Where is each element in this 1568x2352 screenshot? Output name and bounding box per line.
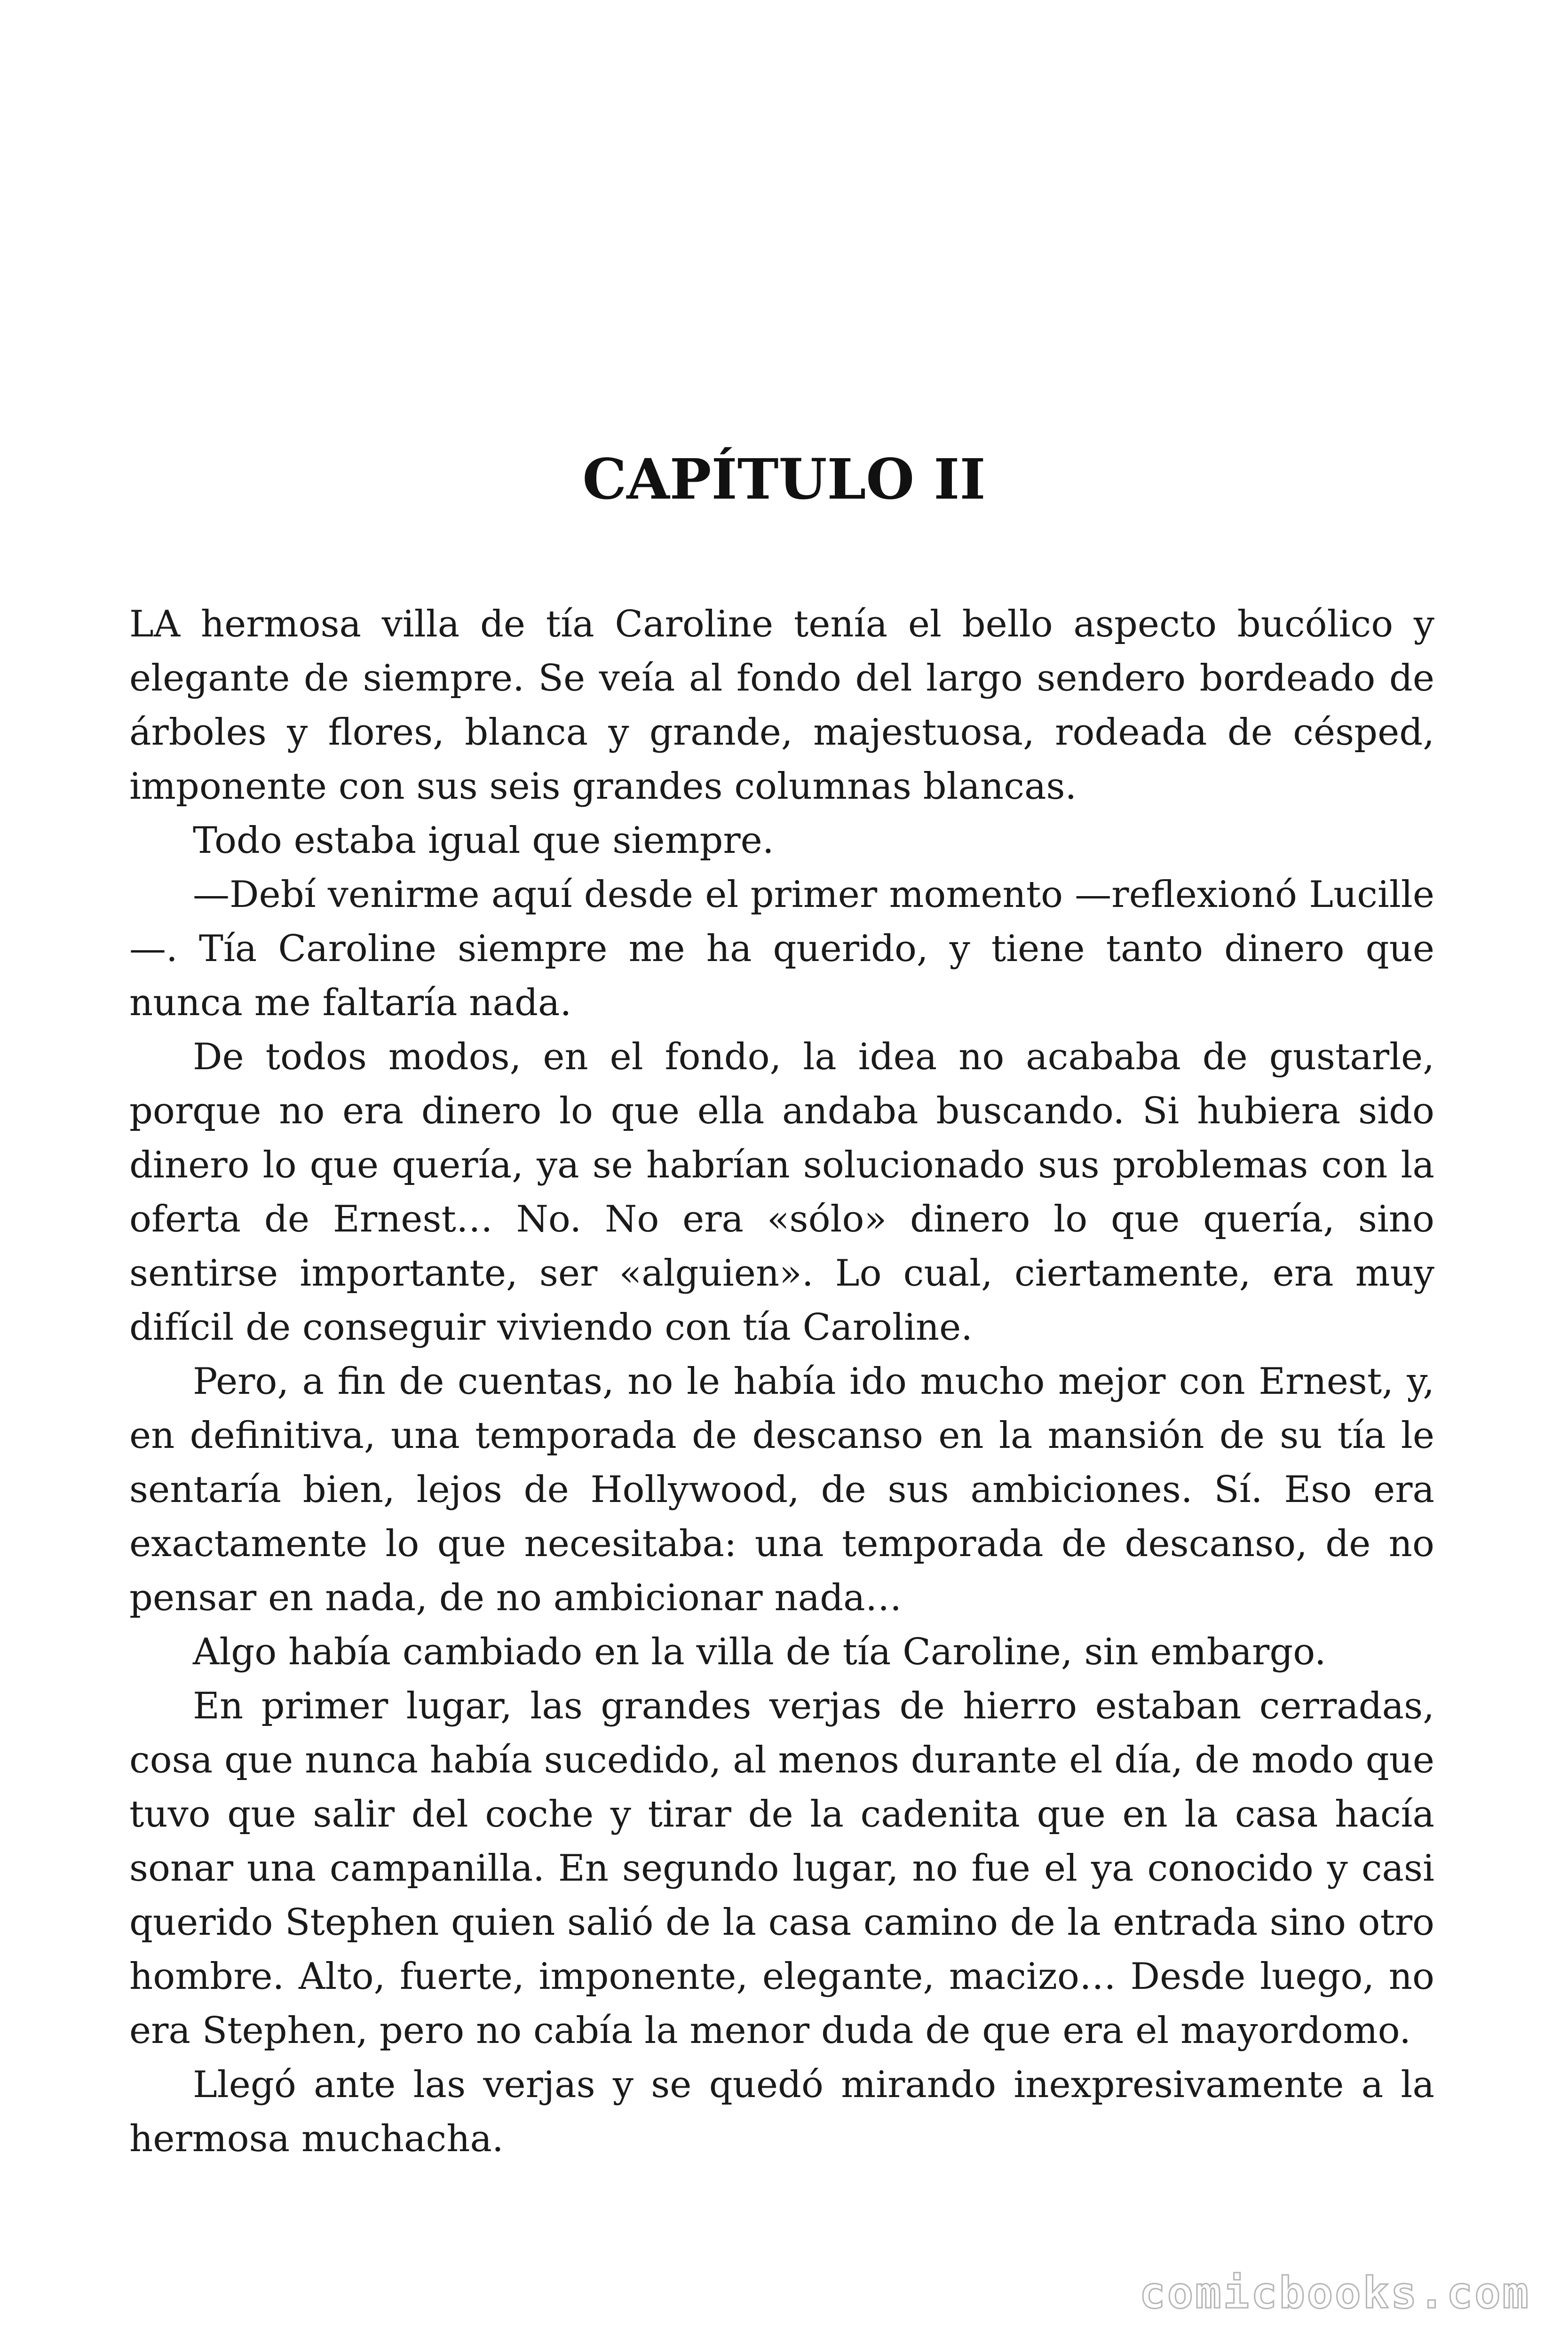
paragraph: De todos modos, en el fondo, la idea no acababa de gustarle, porque no era dinero lo que ella andaba buscando. Si hubiera sido dinero lo que quería, ya se habrían solucionado sus problemas con la oferta de Ernest… No. No era «sólo» dinero lo que quería, sino sentirse importante, ser «alguien». Lo cual, ciertamente, era muy difícil de conseguir viviendo con tía Caroline.	[129, 1036, 1434, 1349]
watermark: comicbooks.com	[1139, 2268, 1530, 2318]
chapter-title: CAPÍTULO II	[582, 446, 986, 512]
paragraph: Algo había cambiado en la villa de tía Caroline, sin embargo.	[193, 1631, 1326, 1673]
paragraph: Todo estaba igual que siempre.	[193, 819, 774, 862]
paragraph: Llegó ante las verjas y se quedó mirando inexpresivamente a la hermosa muchacha.	[129, 2064, 1434, 2160]
paragraph: —Debí venirme aquí desde el primer momento —reflexionó Lucille—. Tía Caroline siempre me ha querido, y tiene tanto dinero que nunca me faltaría nada.	[129, 874, 1434, 1024]
paragraph: LA hermosa villa de tía Caroline tenía el bello aspecto bucólico y elegante de siempre. Se veía al fondo del largo sendero bordeado de árboles y flores, blanca y grande, majestuosa, rodeada de césped, imponente con sus seis grandes columnas blancas.	[129, 603, 1434, 808]
chapter-body	[129, 597, 1434, 2166]
paragraph: En primer lugar, las grandes verjas de hierro estaban cerradas, cosa que nunca había sucedido, al menos durante el día, de modo que tuvo que salir del coche y tirar de la cadenita que en la casa hacía sonar una campanilla. En segundo lugar, no fue el ya conocido y casi querido Stephen quien salió de la casa camino de la entrada sino otro hombre. Alto, fuerte, imponente, elegante, macizo… Desde luego, no era Stephen, pero no cabía la menor duda de que era el mayordomo.	[129, 1685, 1434, 2052]
paragraph: Pero, a fin de cuentas, no le había ido mucho mejor con Ernest, y, en definitiva, una temporada de descanso en la mansión de su tía le sentaría bien, lejos de Hollywood, de sus ambiciones. Sí. Eso era exactamente lo que necesitaba: una temporada de descanso, de no pensar en nada, de no ambicionar nada…	[129, 1360, 1434, 1619]
